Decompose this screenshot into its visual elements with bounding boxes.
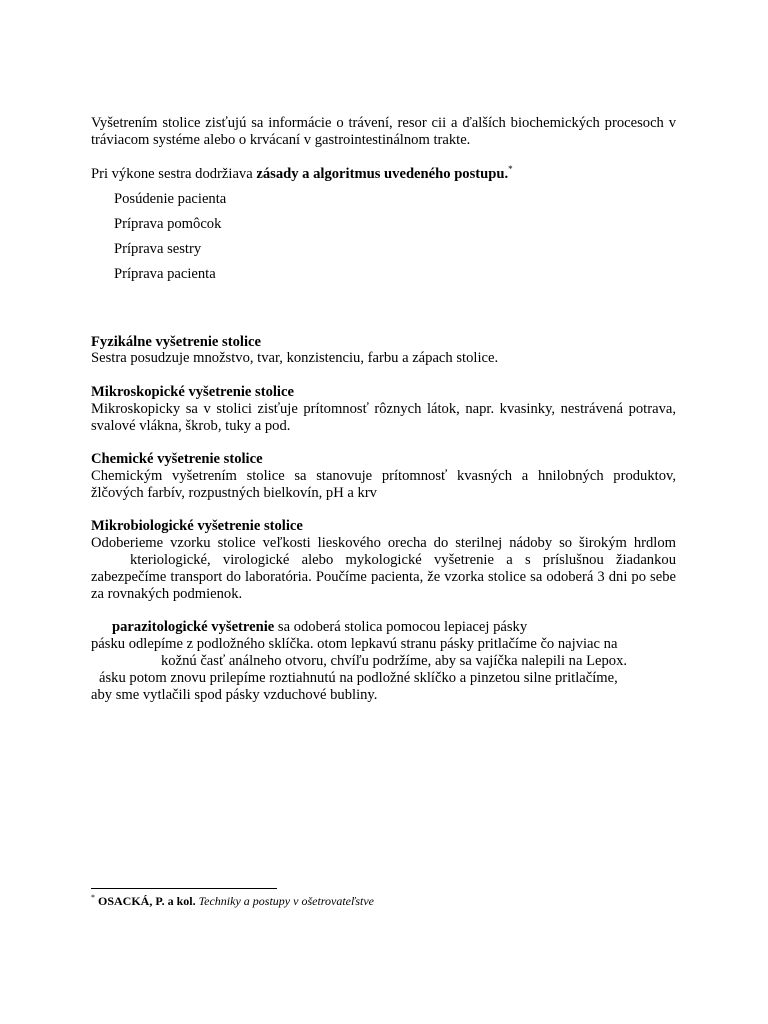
parasitological-line-4: aby sme vytlačili spod pásky vzduchové bubliny. — [91, 687, 378, 703]
section-text-chemical-line-1: Chemickým vyšetrením stolice sa stanovuje prítomnosť kvasných a hnilobných produktov, — [91, 468, 676, 484]
section-text-microbiological-line-1: Odoberieme vzorku stolice veľkosti lieskového orecha do sterilnej nádoby so širokým hrdlom — [91, 535, 676, 551]
footnote-author: OSACKÁ, P. a kol. — [95, 894, 196, 908]
section-heading-parasitological: parazitologické vyšetrenie — [112, 619, 275, 635]
section-text-microbiological-line-2: kteriologické, virologické alebo mykologické vyšetrenie a s príslušnou žiadankou — [130, 552, 676, 568]
footnote — [91, 894, 374, 908]
section-text-chemical-line-2: žlčových farbív, rozpustných bielkovín, pH a krv — [91, 485, 377, 501]
section-heading-microbiological: Mikrobiologické vyšetrenie stolice — [91, 518, 303, 534]
section-heading-chemical: Chemické vyšetrenie stolice — [91, 451, 263, 467]
step-item: Posúdenie pacienta — [114, 191, 227, 207]
parasitological-heading-line — [112, 619, 527, 636]
procedure-paragraph — [91, 166, 513, 183]
footnote-reference: * — [508, 164, 513, 175]
parasitological-line-1: pásku odlepíme z podložného sklíčka. otom lepkavú stranu pásky pritlačíme čo najviac na — [91, 636, 618, 652]
step-item: Príprava pomôcok — [114, 216, 222, 232]
parasitological-line-3: ásku potom znovu prilepíme roztiahnutú na podložné sklíčko a pinzetou silne pritlačíme, — [99, 670, 618, 686]
footnote-marker: * — [91, 893, 95, 902]
intro-paragraph: Vyšetrením stolice zisťujú sa informácie o trávení, resor cii a ďalších biochemických procesoch v tráviacom systéme alebo o krvácaní v gastrointestinálnom trakte. — [91, 115, 676, 148]
section-text-microbiological-rest: zabezpečíme transport do laboratória. Poučíme pacienta, že vzorka stolice sa odoberá 3 dni po sebe za rovnakých podmienok. — [91, 569, 676, 602]
procedure-lead: Pri výkone sestra dodržiava — [91, 166, 257, 182]
section-heading-physical: Fyzikálne vyšetrenie stolice — [91, 334, 261, 350]
parasitological-line-2: kožnú časť análneho otvoru, chvíľu podržíme, aby sa vajíčka nalepili na Lepox. — [161, 653, 628, 669]
parasitological-heading-rest: sa odoberá stolica pomocou lepiacej pásky — [274, 619, 528, 635]
section-text-microscopic: Mikroskopicky sa v stolici zisťuje prítomnosť rôznych látok, napr. kvasinky, nestrávená potrava, svalové vlákna, škrob, tuky a pod. — [91, 401, 676, 434]
footnote-separator — [91, 888, 277, 889]
section-heading-microscopic: Mikroskopické vyšetrenie stolice — [91, 384, 294, 400]
section-text-physical: Sestra posudzuje množstvo, tvar, konzistenciu, farbu a zápach stolice. — [91, 350, 499, 366]
step-item: Príprava pacienta — [114, 266, 216, 282]
procedure-bold: zásady a algoritmus uvedeného postupu. — [256, 166, 509, 182]
step-item: Príprava sestry — [114, 241, 202, 257]
footnote-title: Techniky a postupy v ošetrovateľstve — [195, 894, 375, 908]
